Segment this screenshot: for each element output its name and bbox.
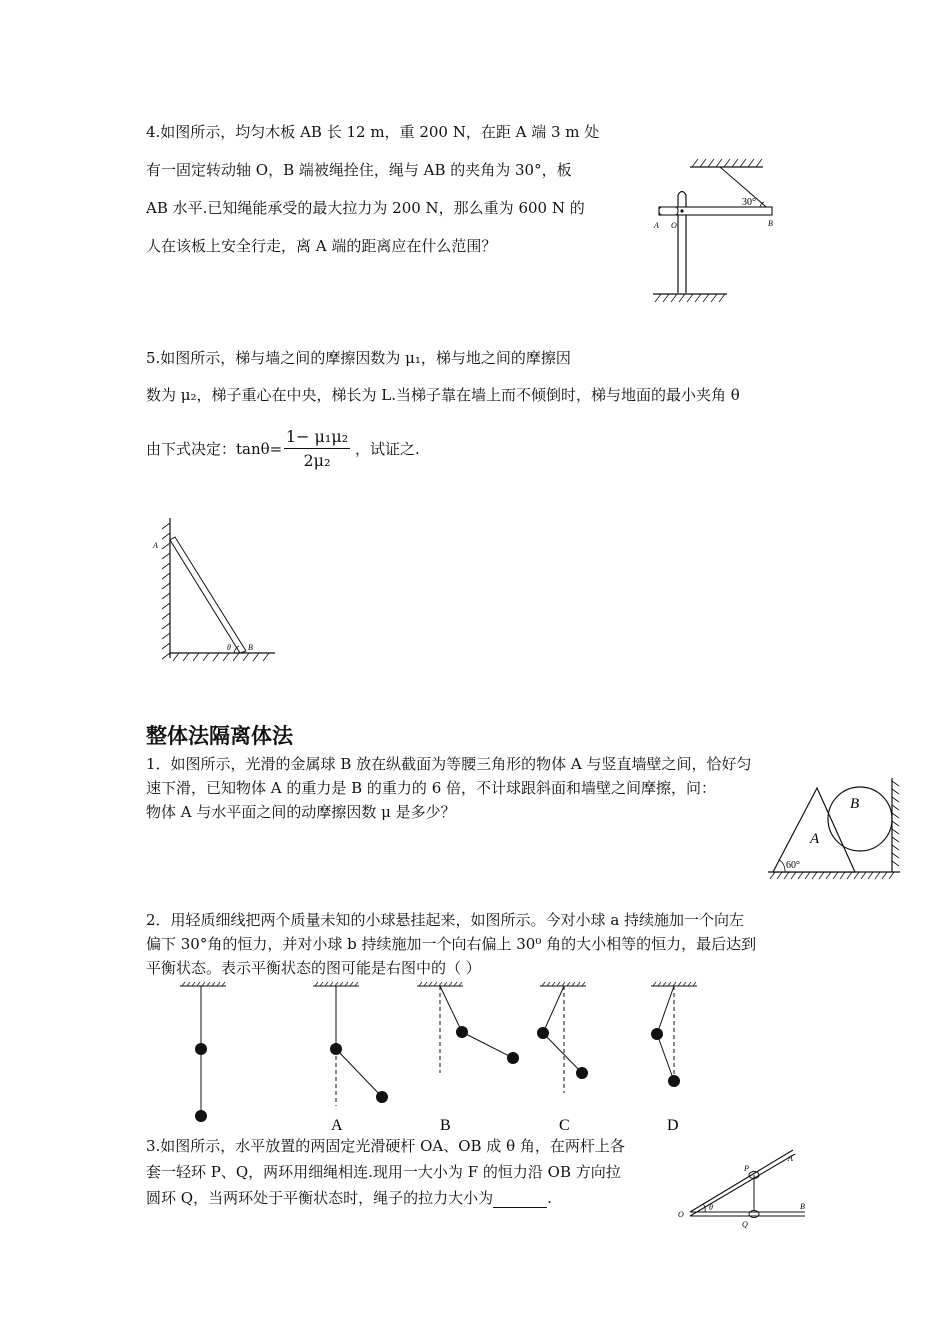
q4-line-3: AB 水平.已知绳能承受的最大拉力为 200 N，那么重为 600 N 的: [146, 199, 585, 217]
p1-label-b: B: [850, 796, 860, 812]
p3-label-theta: θ: [709, 1203, 713, 1212]
q5-label-theta: θ: [227, 643, 231, 652]
q5-fraction-numerator: 1− μ₁μ₂: [285, 427, 349, 446]
q5-line-3-suffix: ，试证之.: [355, 440, 420, 458]
p1-line-2: 速下滑，已知物体 A 的重力是 B 的重力的 6 倍，不计球跟斜面和墙壁之间摩擦，问：: [146, 779, 717, 797]
p3-label-q: Q: [742, 1220, 748, 1229]
p1-line-3: 物体 A 与水平面之间的动摩擦因数 μ 是多少？: [146, 803, 456, 821]
p3-line-2: 套一轻环 P、Q，两环用细绳相连.现用一大小为 F 的恒力沿 OB 方向拉: [146, 1163, 621, 1181]
p1-triangle-ball-figure: [760, 775, 910, 885]
q4-label-b: B: [768, 219, 773, 228]
p3-line-3-end: .: [547, 1189, 552, 1207]
p2-option-a-label: A: [331, 1117, 343, 1133]
p2-line-3: 平衡状态。表示平衡状态的图可能是右图中的（ ）: [146, 959, 481, 977]
q5-fraction-denominator: 2μ₂: [303, 451, 331, 470]
p3-line-3-text: 圆环 Q，当两环处于平衡状态时，绳子的拉力大小为: [146, 1189, 494, 1207]
p2-line-1: 2．用轻质细线把两个质量未知的小球悬挂起来，如图所示。今对小球 a 持续施加一个向左: [146, 911, 745, 929]
q4-lever-figure: [645, 155, 780, 305]
p2-line-2: 偏下 30°角的恒力，并对小球 b 持续施加一个向右偏上 30⁰ 角的大小相等的恒力，最后达到: [146, 935, 757, 953]
p3-label-p: P: [744, 1164, 749, 1173]
p3-label-a: A: [788, 1154, 793, 1163]
p2-options-figure: [170, 978, 740, 1133]
p2-option-b-label: B: [440, 1117, 451, 1133]
p3-line-1: 3.如图所示，水平放置的两固定光滑硬杆 OA、OB 成 θ 角，在两杆上各: [146, 1137, 625, 1155]
p2-option-c-label: C: [559, 1117, 570, 1133]
q5-line-2: 数为 μ₂，梯子重心在中央，梯长为 L.当梯子靠在墙上而不倾倒时，梯与地面的最小夹角 θ: [146, 386, 740, 404]
p3-rods-figure: [675, 1145, 815, 1230]
p3-answer-blank: [493, 1193, 547, 1208]
q5-line-3-prefix: 由下式决定：tanθ=: [146, 440, 283, 458]
q5-label-b: B: [248, 643, 253, 652]
p1-line-1: 1．如图所示，光滑的金属球 B 放在纵截面为等腰三角形的物体 A 与竖直墙壁之间，恰好匀: [146, 755, 752, 773]
q4-line-4: 人在该板上安全行走，离 A 端的距离应在什么范围？: [146, 237, 497, 255]
section-title: 整体法隔离体法: [146, 724, 293, 748]
p1-angle-label: 60°: [786, 860, 800, 871]
p3-label-b: B: [800, 1202, 805, 1211]
q5-formula-fraction: [284, 427, 350, 470]
q5-ladder-figure: [145, 515, 280, 670]
q5-label-a: A: [153, 541, 158, 550]
q4-line-2: 有一固定转动轴 O，B 端被绳拴住，绳与 AB 的夹角为 30°，板: [146, 161, 572, 179]
q4-label-a: A: [654, 221, 659, 230]
p3-label-o: O: [678, 1210, 684, 1219]
q4-angle-label: 30°: [742, 197, 756, 208]
q4-label-o: O: [671, 221, 677, 230]
p1-label-a: A: [810, 831, 820, 847]
q5-line-1: 5.如图所示，梯与墙之间的摩擦因数为 μ₁，梯与地之间的摩擦因: [146, 349, 571, 367]
p2-option-d-label: D: [667, 1117, 679, 1133]
q4-line-1: 4.如图所示，均匀木板 AB 长 12 m，重 200 N，在距 A 端 3 m 处: [146, 123, 600, 141]
p3-line-3: [146, 1188, 552, 1208]
